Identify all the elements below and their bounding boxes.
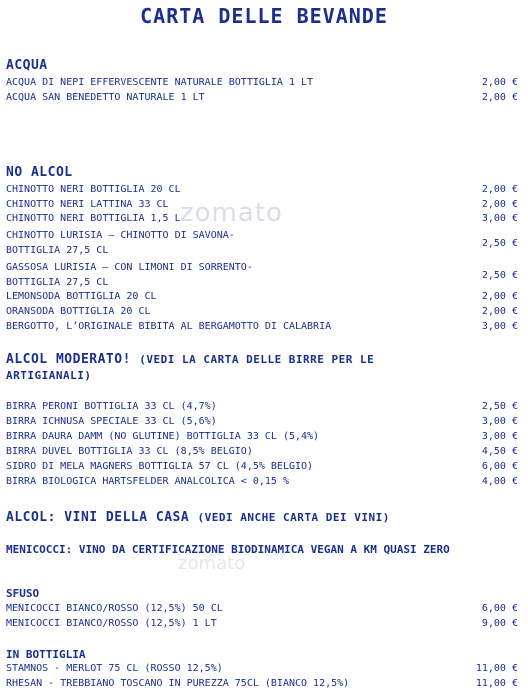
item-name: BIRRA PERONI BOTTIGLIA 33 CL (4,7%)	[6, 401, 217, 412]
section-heading-acqua: ACQUA	[6, 58, 48, 73]
menu-item	[6, 211, 522, 226]
item-name: MENICOCCI BIANCO/ROSSO (12,5%) 50 CL	[6, 603, 223, 614]
item-name: LEMONSODA BOTTIGLIA 20 CL	[6, 291, 157, 302]
item-price: 3,00 €	[481, 213, 518, 224]
watermark-logo-lower: zomato	[178, 553, 246, 574]
item-name: SIDRO DI MELA MAGNERS BOTTIGLIA 57 CL (4,5% BELGIO)	[6, 461, 314, 472]
item-price: 2,50 €	[481, 270, 518, 281]
item-name: BIRRA DUVEL BOTTIGLIA 33 CL (8,5% BELGIO)	[6, 446, 253, 457]
section-note: (VEDI ANCHE CARTA DEI VINI)	[197, 511, 390, 524]
item-name: MENICOCCI BIANCO/ROSSO (12,5%) 1 LT	[6, 618, 217, 629]
menu-item	[6, 399, 522, 414]
item-price: 2,00 €	[481, 92, 518, 103]
item-price: 3,00 €	[481, 416, 518, 427]
item-price: 2,00 €	[481, 306, 518, 317]
item-price: 2,00 €	[481, 184, 518, 195]
item-name: CHINOTTO LURISIA – CHINOTTO DI SAVONA- BOTTIGLIA 27,5 CL	[6, 230, 235, 256]
item-name: ACQUA DI NEPI EFFERVESCENTE NATURALE BOTTIGLIA 1 LT	[6, 77, 314, 88]
item-name: CHINOTTO NERI LATTINA 33 CL	[6, 199, 169, 210]
item-name: STAMNOS - MERLOT 75 CL (ROSSO 12,5%)	[6, 663, 223, 674]
item-name: CHINOTTO NERI BOTTIGLIA 20 CL	[6, 184, 181, 195]
item-name: GASSOSA LURISIA – CON LIMONI DI SORRENTO- BOTTIGLIA 27,5 CL	[6, 262, 253, 288]
subheading-sfuso: SFUSO	[6, 587, 40, 600]
item-price: 3,00 €	[481, 431, 518, 442]
menu-item	[6, 414, 522, 429]
menu-item	[6, 90, 522, 105]
menu-item	[6, 459, 522, 474]
item-price: 11,00 €	[475, 678, 518, 689]
menu-item	[6, 228, 522, 258]
item-name: BIRRA DAURA DAMM (NO GLUTINE) BOTTIGLIA 33 CL (5,4%)	[6, 431, 320, 442]
watermark-logo: zomato	[180, 198, 283, 228]
item-price: 3,00 €	[481, 321, 518, 332]
wine-description: MENICOCCI: VINO DA CERTIFICAZIONE BIODINAMICA VEGAN A KM QUASI ZERO	[6, 543, 450, 556]
section-title: ALCOL MODERATO!	[6, 352, 131, 367]
item-price: 2,00 €	[481, 199, 518, 210]
menu-item	[6, 304, 522, 319]
menu-item	[6, 444, 522, 459]
menu-item	[6, 197, 522, 212]
item-price: 4,50 €	[481, 446, 518, 457]
item-name: ORANSODA BOTTIGLIA 20 CL	[6, 306, 151, 317]
menu-item	[6, 616, 522, 631]
item-price: 2,50 €	[481, 238, 518, 249]
page-title: CARTA DELLE BEVANDE	[140, 4, 388, 28]
section-title: ALCOL: VINI DELLA CASA	[6, 510, 190, 525]
menu-item	[6, 601, 522, 616]
item-price: 4,00 €	[481, 476, 518, 487]
item-name: BIRRA ICHNUSA SPECIALE 33 CL (5,6%)	[6, 416, 217, 427]
item-name: RHESAN - TREBBIANO TOSCANO IN PUREZZA 75CL (BIANCO 12,5%)	[6, 678, 350, 689]
item-price: 6,00 €	[481, 603, 518, 614]
menu-item	[6, 676, 522, 691]
menu-item	[6, 319, 522, 334]
item-name: CHINOTTO NERI BOTTIGLIA 1,5 L	[6, 213, 181, 224]
menu-item	[6, 474, 522, 489]
item-price: 6,00 €	[481, 461, 518, 472]
subheading-in-bottiglia: IN BOTTIGLIA	[6, 648, 86, 661]
item-price: 2,00 €	[481, 77, 518, 88]
section-heading-no-alcol: NO ALCOL	[6, 165, 73, 180]
section-heading-vini	[6, 510, 390, 525]
item-price: 2,50 €	[481, 401, 518, 412]
menu-item	[6, 75, 522, 90]
menu-item	[6, 429, 522, 444]
item-price: 2,00 €	[481, 291, 518, 302]
menu-item	[6, 182, 522, 197]
item-name: ACQUA SAN BENEDETTO NATURALE 1 LT	[6, 92, 205, 103]
section-note: (VEDI LA CARTA DELLE BIRRE PER LE	[139, 353, 375, 366]
item-price: 9,00 €	[481, 618, 518, 629]
section-note-continued: ARTIGIANALI)	[6, 369, 92, 382]
item-name: BERGOTTO, L’ORIGINALE BIBITA AL BERGAMOTTO DI CALABRIA	[6, 321, 332, 332]
menu-item	[6, 289, 522, 304]
section-heading-alcol-moderato	[6, 352, 374, 367]
item-price: 11,00 €	[475, 663, 518, 674]
menu-item	[6, 260, 522, 290]
item-name: BIRRA BIOLOGICA HARTSFELDER ANALCOLICA < 0,15 %	[6, 476, 289, 487]
menu-item	[6, 661, 522, 676]
